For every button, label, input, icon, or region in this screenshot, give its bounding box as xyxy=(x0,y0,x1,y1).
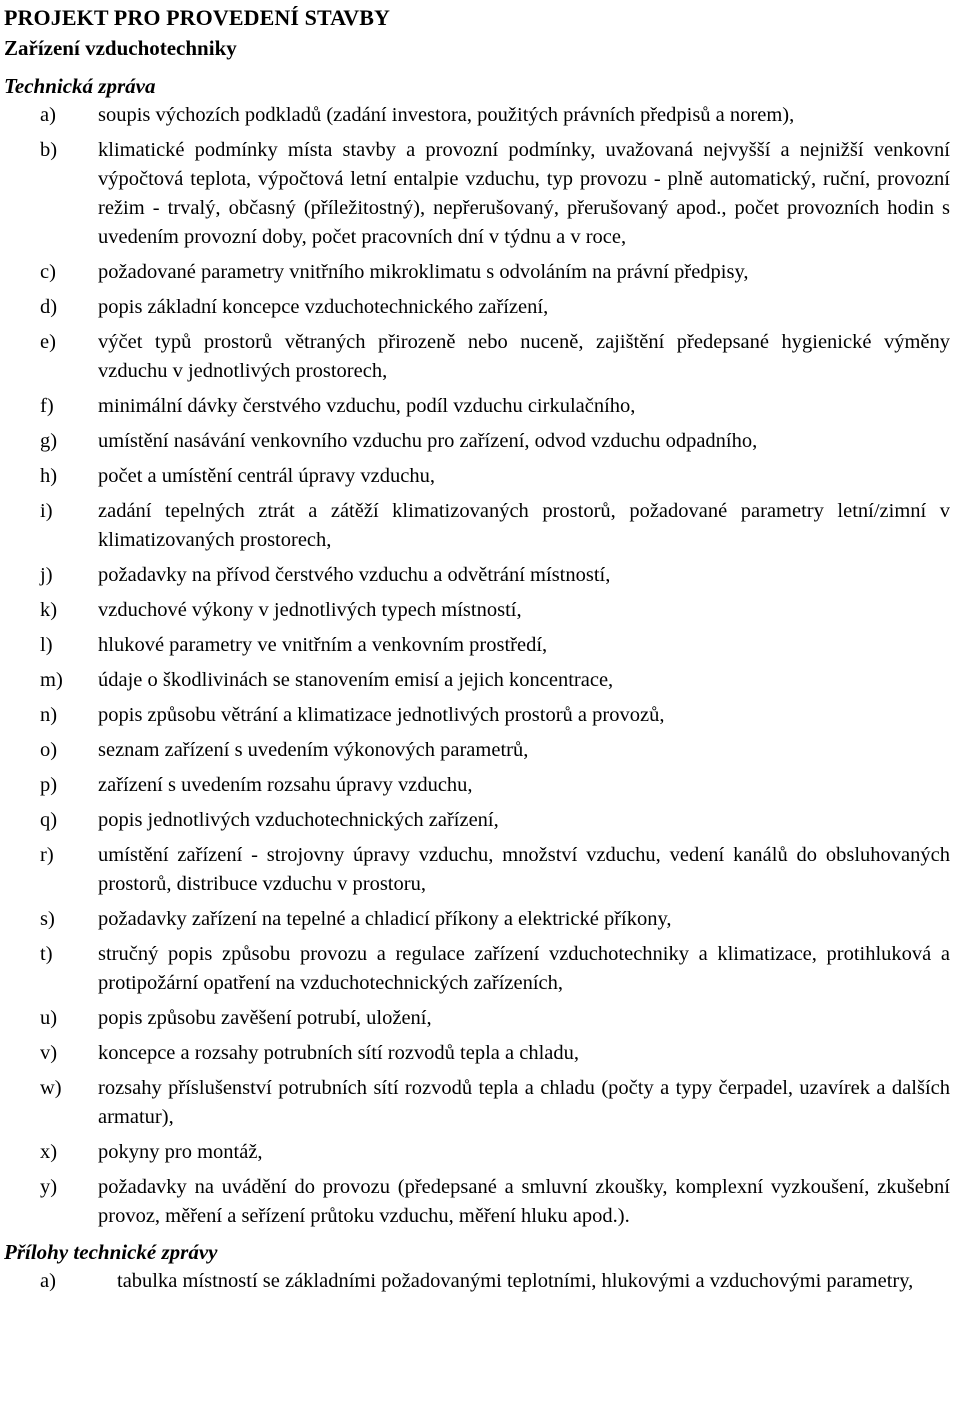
list-item-text: údaje o škodlivinách se stanovením emisí a jejich koncentrace, xyxy=(98,669,614,691)
list-item-marker: t) xyxy=(40,943,53,965)
list-item-text: stručný popis způsobu provozu a regulace zařízení vzduchotechniky a klimatizace, protihluková a protipožární opatření na vzduchotechnických zařízeních, xyxy=(98,943,950,994)
technical-report-item xyxy=(4,771,956,800)
technical-report-item xyxy=(4,1039,956,1068)
list-item-text: popis základní koncepce vzduchotechnického zařízení, xyxy=(98,296,549,318)
list-item-marker: k) xyxy=(40,599,58,621)
list-item-text: zadání tepelných ztrát a zátěží klimatizovaných prostorů, požadované parametry letní/zimní v klimatizovaných prostorech, xyxy=(98,500,950,551)
technical-report-item xyxy=(4,596,956,625)
technical-report-item xyxy=(4,841,956,899)
list-item-marker: f) xyxy=(40,395,54,417)
list-item-text: umístění nasávání venkovního vzduchu pro zařízení, odvod vzduchu odpadního, xyxy=(98,430,758,452)
technical-report-item xyxy=(4,1004,956,1033)
technical-report-item xyxy=(4,905,956,934)
list-item-marker: d) xyxy=(40,296,58,318)
technical-report-item xyxy=(4,258,956,287)
technical-report-item xyxy=(4,101,956,130)
list-item-marker: y) xyxy=(40,1176,58,1198)
list-item-text: popis způsobu větrání a klimatizace jednotlivých prostorů a provozů, xyxy=(98,704,665,726)
list-item-text: požadavky na přívod čerstvého vzduchu a odvětrání místností, xyxy=(98,564,611,586)
list-item-marker: e) xyxy=(40,331,56,353)
technical-report-item xyxy=(4,328,956,386)
list-item-text: hlukové parametry ve vnitřním a venkovním prostředí, xyxy=(98,634,548,656)
list-item-text: požadované parametry vnitřního mikroklimatu s odvoláním na právní předpisy, xyxy=(98,261,749,283)
technical-report-item xyxy=(4,293,956,322)
list-item-marker: v) xyxy=(40,1042,58,1064)
document-subtitle: Zařízení vzduchotechniky xyxy=(4,36,237,60)
list-item-marker: x) xyxy=(40,1141,58,1163)
list-item-marker: a) xyxy=(40,104,56,126)
appendices-list xyxy=(4,1267,956,1296)
list-item-text: seznam zařízení s uvedením výkonových parametrů, xyxy=(98,739,529,761)
list-item-marker: q) xyxy=(40,809,58,831)
list-item-marker: a) xyxy=(40,1270,56,1292)
document-title: PROJEKT PRO PROVEDENÍ STAVBY xyxy=(4,5,391,30)
list-item-text: pokyny pro montáž, xyxy=(98,1141,263,1163)
list-item-marker: m) xyxy=(40,669,63,691)
list-item-marker: h) xyxy=(40,465,58,487)
list-item-marker: b) xyxy=(40,139,58,161)
list-item-text: požadavky na uvádění do provozu (předepsané a smluvní zkoušky, komplexní vyzkoušení, zkušební provoz, měření a seřízení průtoku vzduchu, měření hluku apod.). xyxy=(98,1176,950,1227)
list-item-marker: u) xyxy=(40,1007,58,1029)
list-item-text: vzduchové výkony v jednotlivých typech místností, xyxy=(98,599,522,621)
technical-report-list xyxy=(4,101,956,1231)
appendix-item xyxy=(4,1267,956,1296)
list-item-marker: i) xyxy=(40,500,53,522)
technical-report-item xyxy=(4,427,956,456)
list-item-text: popis způsobu zavěšení potrubí, uložení, xyxy=(98,1007,432,1029)
list-item-text: klimatické podmínky místa stavby a provozní podmínky, uvažovaná nejvyšší a nejnižší venkovní výpočtová teplota, výpočtová letní entalpie vzduchu, typ provozu - plně automatický, ruční, provozní režim - trvalý, občasný (příležitostný), nepřerušovaný, přerušovaný apod., počet provozních hodin s uvedením provozní doby, počet pracovních dní v týdnu a v roce, xyxy=(98,139,950,248)
list-item-marker: p) xyxy=(40,774,58,796)
list-item-text: umístění zařízení - strojovny úpravy vzduchu, množství vzduchu, vedení kanálů do obsluhovaných prostorů, distribuce vzduchu v prostoru, xyxy=(98,844,950,895)
list-item-text: požadavky zařízení na tepelné a chladicí příkony a elektrické příkony, xyxy=(98,908,672,930)
list-item-text: výčet typů prostorů větraných přirozeně nebo nuceně, zajištění předepsané hygienické výměny vzduchu v jednotlivých prostorech, xyxy=(98,331,950,382)
technical-report-item xyxy=(4,701,956,730)
list-item-marker: s) xyxy=(40,908,55,930)
technical-report-item xyxy=(4,561,956,590)
technical-report-item xyxy=(4,1074,956,1132)
technical-report-item xyxy=(4,136,956,252)
appendices-heading: Přílohy technické zprávy xyxy=(4,1240,218,1264)
list-item-marker: w) xyxy=(40,1077,62,1099)
list-item-text: tabulka místností se základními požadovanými teplotními, hlukovými a vzduchovými parametry, xyxy=(117,1270,914,1292)
list-item-marker: l) xyxy=(40,634,53,656)
technical-report-item xyxy=(4,1138,956,1167)
list-item-marker: g) xyxy=(40,430,58,452)
technical-report-item xyxy=(4,666,956,695)
list-item-marker: c) xyxy=(40,261,56,283)
technical-report-item xyxy=(4,631,956,660)
technical-report-heading: Technická zpráva xyxy=(4,74,156,98)
list-item-text: počet a umístění centrál úpravy vzduchu, xyxy=(98,465,435,487)
list-item-marker: j) xyxy=(40,564,53,586)
technical-report-item xyxy=(4,736,956,765)
technical-report-item xyxy=(4,940,956,998)
list-item-marker: n) xyxy=(40,704,58,726)
list-item-text: zařízení s uvedením rozsahu úpravy vzduchu, xyxy=(98,774,473,796)
technical-report-item xyxy=(4,497,956,555)
list-item-marker: o) xyxy=(40,739,58,761)
technical-report-item xyxy=(4,392,956,421)
technical-report-item xyxy=(4,806,956,835)
list-item-text: popis jednotlivých vzduchotechnických zařízení, xyxy=(98,809,499,831)
list-item-text: koncepce a rozsahy potrubních sítí rozvodů tepla a chladu, xyxy=(98,1042,580,1064)
technical-report-item xyxy=(4,462,956,491)
list-item-text: minimální dávky čerstvého vzduchu, podíl vzduchu cirkulačního, xyxy=(98,395,636,417)
list-item-text: rozsahy příslušenství potrubních sítí rozvodů tepla a chladu (počty a typy čerpadel, uzavírek a dalších armatur), xyxy=(98,1077,950,1128)
technical-report-item xyxy=(4,1173,956,1231)
list-item-text: soupis výchozích podkladů (zadání investora, použitých právních předpisů a norem), xyxy=(98,104,795,126)
list-item-marker: r) xyxy=(40,844,54,866)
